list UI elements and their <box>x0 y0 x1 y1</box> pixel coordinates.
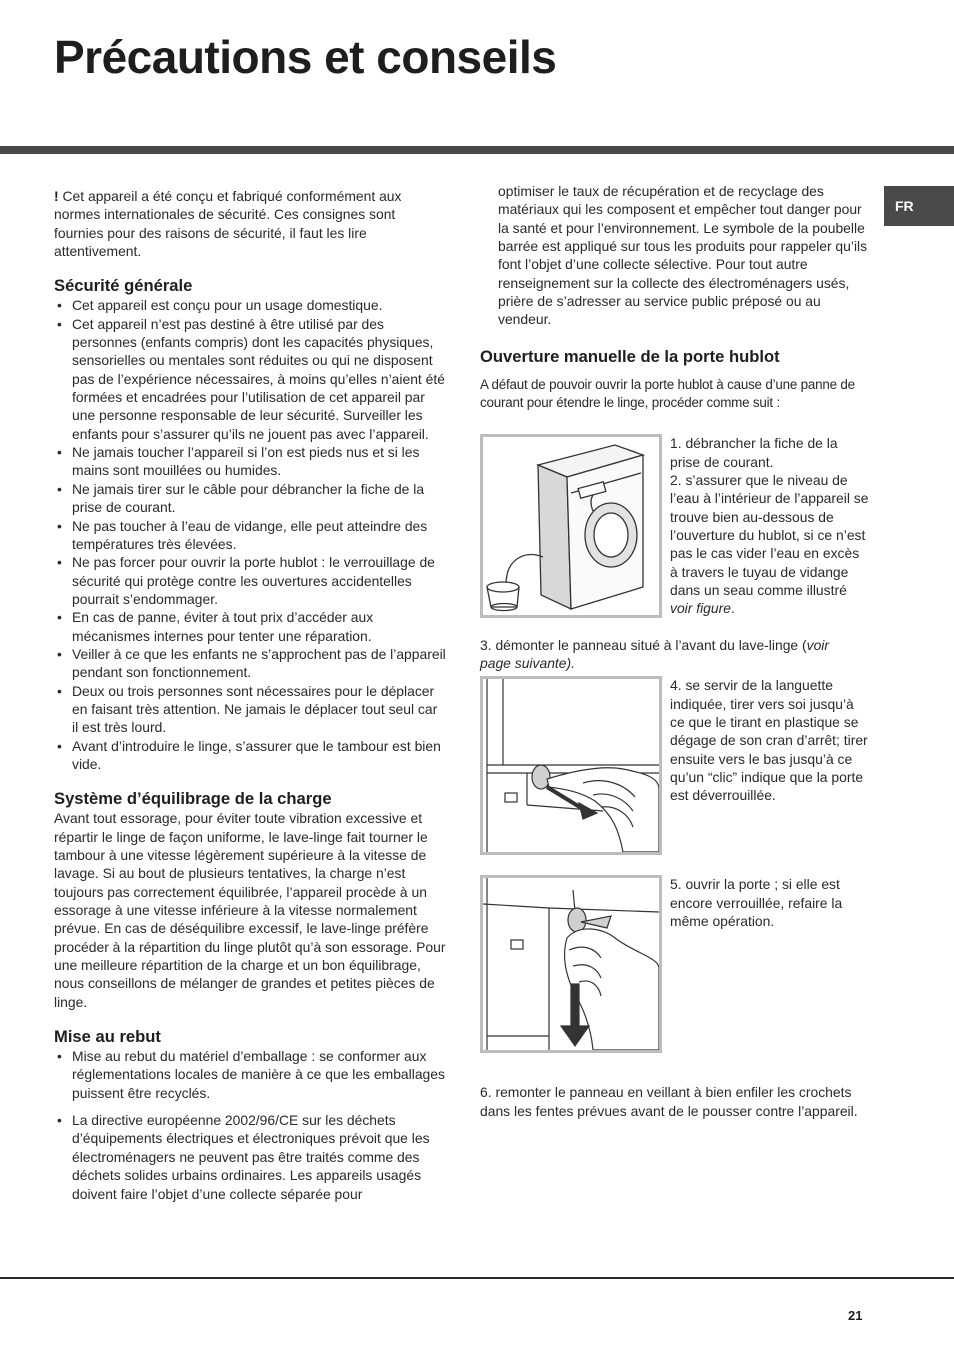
list-item: • Avant d’introduire le linge, s’assurer que le tambour est bien vide. <box>54 737 446 774</box>
intro-text: Cet appareil a été conçu et fabriqué conformément aux normes internationales de sécurité. Ces consignes sont fournies pour des raisons de sécurité, il faut les lire attentivement. <box>54 188 402 260</box>
page-title: Précautions et conseils <box>54 31 557 83</box>
step-2-end: . <box>731 600 735 617</box>
warning-mark: ! <box>54 188 59 204</box>
step-3-text: 3. démonter le panneau situé à l’avant du lave-linge ( <box>480 636 807 653</box>
list-item: • Ne jamais tirer sur le câble pour débrancher la fiche de la prise de courant. <box>54 480 446 517</box>
intro-paragraph <box>54 187 446 260</box>
steps-1-2 <box>670 434 870 617</box>
language-tab: FR <box>884 186 954 226</box>
equilibrage-text: Avant tout essorage, pour éviter toute vibration excessive et répartir le linge de façon uniforme, le lave-linge fait tourner le tambour à une vitesse légèrement supérieure à la vitesse de lavage. Si au bout de plusieurs tentatives, la charge n’est toujours pas correctement équilibrée, l’appareil procède à un essorage à une vitesse inférieure à la vitesse normalement prévue. En cas de déséquilibre excessif, le lave-linge préfère procéder à la répartition du linge plutôt qu’à son essorage. Pour une meilleure répartition de la charge et un bon équilibrage, nous conseillons de mélanger de grandes et petites pièces de linge. <box>54 810 446 1010</box>
step-2-italic: voir figure <box>670 600 731 617</box>
pull-tab-illustration <box>480 676 662 855</box>
steps-4 <box>670 676 870 855</box>
step-3 <box>480 636 870 673</box>
heading-ouverture: Ouverture manuelle de la porte hublot <box>480 346 780 366</box>
list-item: • En cas de panne, éviter à tout prix d’accéder aux mécanismes internes pour tenter une réparation. <box>54 608 446 645</box>
step-2-text: 2. s’assurer que le niveau de l’eau à l’intérieur de l’appareil se trouve bien au-dessous de l’ouverture du hublot, si ce n’est pas le cas vider l’eau en excès à travers le tuyau de vidange dans un seau comme illustré <box>670 471 869 598</box>
steps-5 <box>670 875 870 1053</box>
step-2 <box>670 471 870 618</box>
step-5: 5. ouvrir la porte ; si elle est encore verrouillée, refaire la même opération. <box>670 876 843 929</box>
pull-down-illustration <box>480 875 662 1053</box>
heading-rebut: Mise au rebut <box>54 1027 161 1047</box>
list-item: • La directive européenne 2002/96/CE sur les déchets d’équipements électriques et électroniques prévoit que les électroménagers ne peuvent pas être traités comme des déchets solides urbains ordinaires. Les appareils usagés doivent faire l’objet d’une collecte séparée pour <box>54 1111 446 1203</box>
step-row-4 <box>480 676 870 855</box>
step-row-5 <box>480 875 870 1053</box>
list-item: • Ne pas toucher à l’eau de vidange, elle peut atteindre des températures très élevées. <box>54 517 446 554</box>
step-row-1 <box>480 434 870 617</box>
rebut-list <box>54 1047 446 1203</box>
rebut-continuation: optimiser le taux de récupération et de recyclage des matériaux qui les composent et empêcher tout danger pour la santé et pour l’environnement. Le symbole de la poubelle barrée est appliqué sur tous les produits pour rappeler qu’ils font l’objet d’une collecte sélective. Pour tout autre renseignement sur la collecte des électroménagers usés, prière de s’adresser au service public préposé ou au vendeur. <box>498 183 868 328</box>
list-item: • Deux ou trois personnes sont nécessaires pour le déplacer en faisant très attention. Ne jamais le déplacer tout seul car il est très lourd. <box>54 682 446 737</box>
left-column <box>54 187 446 1203</box>
step-4: 4. se servir de la languette indiquée, tirer vers soi jusqu’à ce que le tirant en plastique se dégage de son cran d’arrêt; tirer ensuite vers le bas jusqu’à ce qu’un “clic” indique que la porte est déverrouillée. <box>670 677 868 804</box>
washing-machine-drain-illustration <box>480 434 662 617</box>
list-item: • Ne jamais toucher l’appareil si l’on est pieds nus et si les mains sont mouillées ou humides. <box>54 443 446 480</box>
heading-securite: Sécurité générale <box>54 276 193 296</box>
list-item: • Ne pas forcer pour ouvrir la porte hublot : le verrouillage de sécurité qui protège contre les ouvertures accidentelles pourrait s’endommager. <box>54 553 446 608</box>
list-item: • Mise au rebut du matériel d’emballage : se conformer aux réglementations locales de manière à ce que les emballages puissent être recyclés. <box>54 1047 446 1102</box>
heading-equilibrage: Système d’équilibrage de la charge <box>54 789 332 809</box>
right-column <box>480 182 870 1120</box>
footer-rule <box>0 1277 954 1279</box>
header-rule <box>0 146 954 154</box>
step-3-italic-a: voir <box>806 636 830 653</box>
list-item: • Cet appareil n’est pas destiné à être utilisé par des personnes (enfants compris) dont les capacités physiques, sensorielles ou mentales sont réduites ou qui ne disposent pas de l’expérience nécessaires, à moins qu’elles n’aient été formées et encadrées pour l’utilisation de cet appareil par une personne responsable de leur sécurité. Surveiller les enfants pour s’assurer qu’ils ne jouent pas avec l’appareil. <box>54 315 446 443</box>
list-item: • Cet appareil est conçu pour un usage domestique. <box>54 296 446 314</box>
step-6: 6. remonter le panneau en veillant à bien enfiler les crochets dans les fentes prévues avant de le pousser contre l’appareil. <box>480 1084 858 1119</box>
step-1: 1. débrancher la fiche de la prise de courant. <box>670 435 838 470</box>
step-3-italic-b: page suivante). <box>480 654 575 671</box>
ouverture-intro: A défaut de pouvoir ouvrir la porte hublot à cause d’une panne de courant pour étendre le linge, procéder comme suit : <box>480 376 855 410</box>
list-item: • Veiller à ce que les enfants ne s’approchent pas de l’appareil pendant son fonctionnement. <box>54 645 446 682</box>
page-number: 21 <box>848 1308 863 1323</box>
securite-list <box>54 296 446 773</box>
